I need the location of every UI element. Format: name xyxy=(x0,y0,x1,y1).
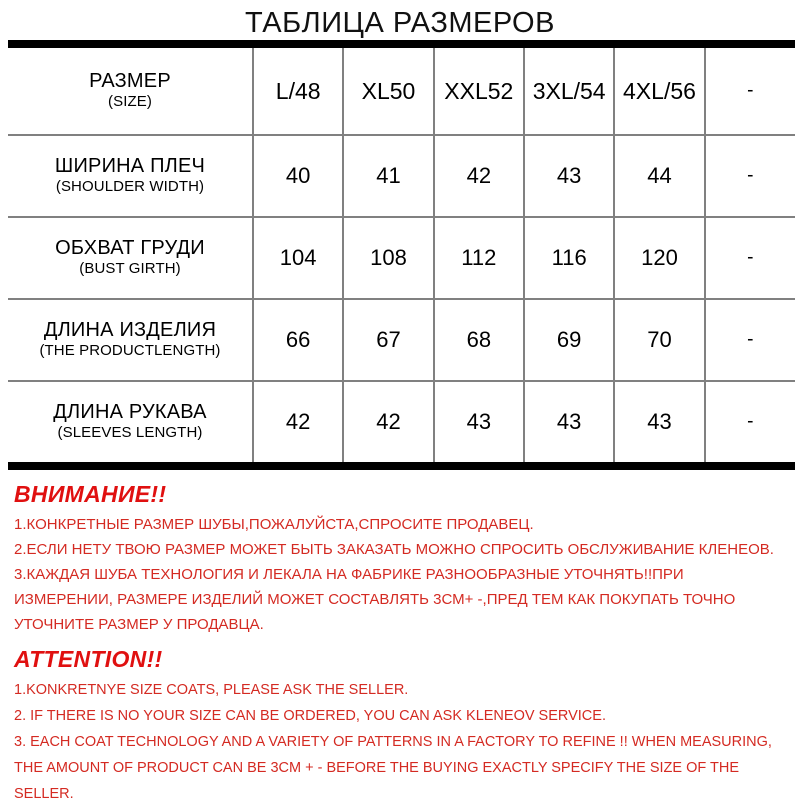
notice-heading-ru: ВНИМАНИЕ!! xyxy=(14,481,167,507)
header-label-ru: РАЗМЕР xyxy=(89,69,171,92)
cell-2-0: 66 xyxy=(253,299,343,381)
size-table xyxy=(8,48,795,462)
row-label-en-1: (BUST GIRTH) xyxy=(79,259,181,277)
table-bottom-rule xyxy=(8,462,795,470)
cell-3-2: 43 xyxy=(434,381,524,462)
header-label-cell xyxy=(8,48,253,135)
header-size-5: - xyxy=(705,48,795,135)
cell-0-0: 40 xyxy=(253,135,343,217)
row-label-cell-0 xyxy=(8,135,253,217)
cell-3-5: - xyxy=(705,381,795,462)
cell-1-0: 104 xyxy=(253,217,343,299)
notice-ru-item-2: 2.ЕСЛИ НЕТУ ТВОЮ РАЗМЕР МОЖЕТ БЫТЬ ЗАКАЗАТЬ МОЖНО СПРОСИТЬ ОБСЛУЖИВАНИЕ КЛЕНЕОВ. xyxy=(14,541,774,558)
notice-en-item-3: 3. EACH COAT TECHNOLOGY AND A VARIETY OF PATTERNS IN A FACTORY TO REFINE !! WHEN MEASURING, THE AMOUNT OF PRODUCT CAN BE 3CM + - BEFORE THE BUYING EXACTLY SPECIFY THE SIZE OF THE SELLER. xyxy=(14,734,772,802)
cell-1-4: 120 xyxy=(614,217,704,299)
cell-2-4: 70 xyxy=(614,299,704,381)
notice-en-item-1: 1.KONKRETNYE SIZE COATS, PLEASE ASK THE SELLER. xyxy=(14,682,409,698)
row-label-cell-2 xyxy=(8,299,253,381)
row-label-en-2: (THE PRODUCTLENGTH) xyxy=(39,341,221,359)
cell-0-3: 43 xyxy=(524,135,614,217)
cell-0-1: 41 xyxy=(343,135,433,217)
cell-3-3: 43 xyxy=(524,381,614,462)
header-size-4: 4XL/56 xyxy=(614,48,704,135)
cell-1-2: 112 xyxy=(434,217,524,299)
notice-ru-item-3: 3.КАЖДАЯ ШУБА ТЕХНОЛОГИЯ И ЛЕКАЛА НА ФАБРИКЕ РАЗНООБРАЗНЫЕ УТОЧНЯТЬ!!ПРИ ИЗМЕРЕНИИ, РАЗМЕРЕ ИЗДЕЛИЙ МОЖЕТ СОСТАВЛЯТЬ 3СМ+ -,ПРЕД ТЕМ КАК ПОКУПАТЬ ТОЧНО УТОЧНИТЕ РАЗМЕР У ПРОДАВЦА. xyxy=(14,566,736,633)
cell-1-1: 108 xyxy=(343,217,433,299)
notice-section xyxy=(0,470,800,807)
table-row xyxy=(8,135,795,217)
page-title: ТАБЛИЦА РАЗМЕРОВ xyxy=(245,7,555,39)
header-label-en: (SIZE) xyxy=(108,92,152,110)
header-size-3: 3XL/54 xyxy=(524,48,614,135)
cell-0-2: 42 xyxy=(434,135,524,217)
cell-1-5: - xyxy=(705,217,795,299)
notice-heading-en: ATTENTION!! xyxy=(14,646,163,672)
cell-1-3: 116 xyxy=(524,217,614,299)
cell-3-4: 43 xyxy=(614,381,704,462)
header-size-2: XXL52 xyxy=(434,48,524,135)
header-size-1: XL50 xyxy=(343,48,433,135)
row-label-en-0: (SHOULDER WIDTH) xyxy=(55,177,205,195)
row-label-ru-2: ДЛИНА ИЗДЕЛИЯ xyxy=(43,318,217,341)
cell-2-5: - xyxy=(705,299,795,381)
row-label-en-3: (SLEEVES LENGTH) xyxy=(57,423,203,441)
cell-3-1: 42 xyxy=(343,381,433,462)
notice-en-item-2: 2. IF THERE IS NO YOUR SIZE CAN BE ORDERED, YOU CAN ASK KLENEOV SERVICE. xyxy=(14,708,606,724)
notice-ru-item-1: 1.КОНКРЕТНЫЕ РАЗМЕР ШУБЫ,ПОЖАЛУЙСТА,СПРОСИТЕ ПРОДАВЕЦ. xyxy=(14,516,534,533)
cell-2-2: 68 xyxy=(434,299,524,381)
cell-3-0: 42 xyxy=(253,381,343,462)
cell-2-1: 67 xyxy=(343,299,433,381)
row-label-ru-0: ШИРИНА ПЛЕЧ xyxy=(54,154,206,177)
table-row xyxy=(8,381,795,462)
cell-0-4: 44 xyxy=(614,135,704,217)
cell-0-5: - xyxy=(705,135,795,217)
row-label-cell-1 xyxy=(8,217,253,299)
row-label-ru-3: ДЛИНА РУКАВА xyxy=(53,400,207,423)
table-row xyxy=(8,299,795,381)
table-row xyxy=(8,217,795,299)
size-table-container xyxy=(8,40,795,470)
row-label-cell-3 xyxy=(8,381,253,462)
table-top-rule xyxy=(8,40,795,48)
row-label-ru-1: ОБХВАТ ГРУДИ xyxy=(55,236,205,259)
cell-2-3: 69 xyxy=(524,299,614,381)
header-size-0: L/48 xyxy=(253,48,343,135)
table-header-row xyxy=(8,48,795,135)
